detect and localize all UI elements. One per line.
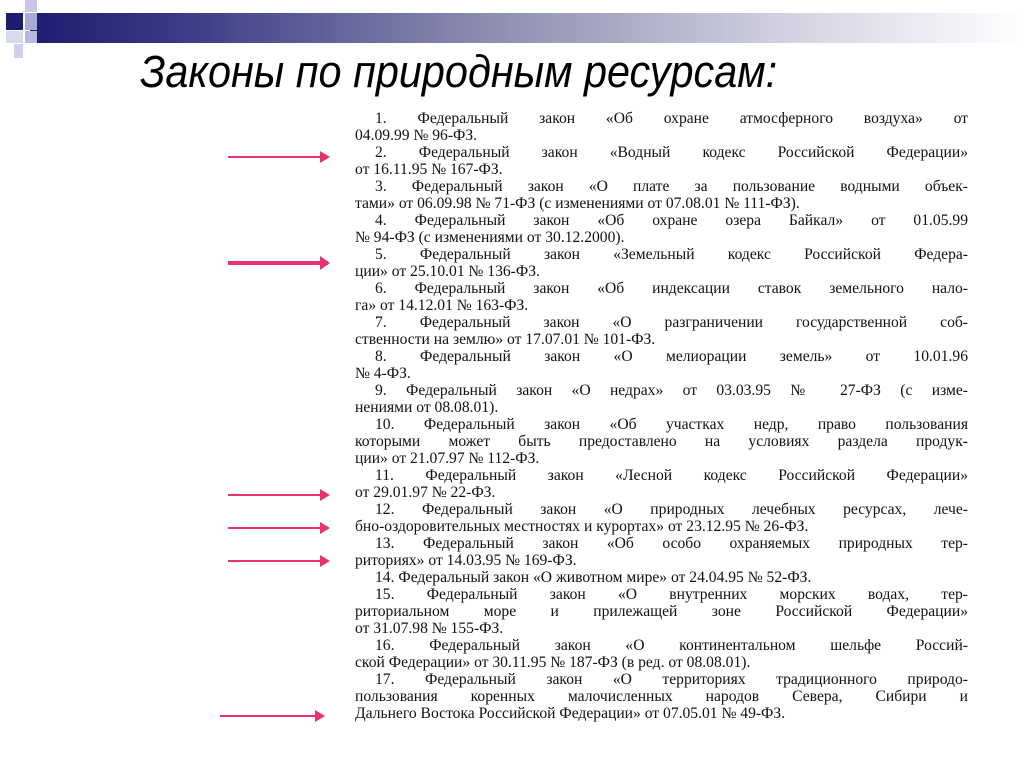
law-line: 11. Федеральный закон «Лесной кодекс Российской Федерации» — [375, 467, 968, 484]
law-line: от 31.07.98 № 155-ФЗ. — [355, 620, 504, 637]
law-line: от 29.01.97 № 22-ФЗ. — [355, 484, 496, 501]
law-item — [355, 144, 968, 178]
law-item — [355, 382, 968, 416]
slide-title: Законы по природным ресурсам: — [140, 46, 778, 97]
law-item — [355, 569, 968, 586]
law-line: 2. Федеральный закон «Водный кодекс Российской Федерации» — [375, 144, 968, 161]
decor-square — [25, 13, 37, 30]
law-line: ции» от 25.10.01 № 136-ФЗ. — [355, 263, 540, 280]
law-line: 9. Федеральный закон «О недрах» от 03.03.95 № 27-ФЗ (с изме- — [375, 382, 968, 399]
header-gradient-bar — [30, 13, 1024, 43]
law-line: бно-оздоровительных местностях и курортах» от 23.12.95 № 26-ФЗ. — [355, 518, 809, 535]
arrow-icon — [228, 527, 328, 529]
law-item — [355, 637, 968, 671]
law-line: ции» от 21.07.97 № 112-ФЗ. — [355, 450, 540, 467]
law-item — [355, 348, 968, 382]
law-line: риториальном море и прилежащей зоне Российской Федерации» — [355, 603, 968, 620]
laws-list — [355, 110, 968, 722]
law-item — [355, 110, 968, 144]
law-line: тами» от 06.09.98 № 71-ФЗ (с изменениями от 07.08.01 № 111-ФЗ). — [355, 195, 800, 212]
law-line: № 94-ФЗ (с изменениями от 30.12.2000). — [355, 229, 625, 246]
law-line: 14. Федеральный закон «О животном мире» от 24.04.95 № 52-ФЗ. — [375, 569, 812, 586]
law-line: 7. Федеральный закон «О разграничении государственной соб- — [375, 314, 968, 331]
law-line: 4. Федеральный закон «Об охране озера Байкал» от 01.05.99 — [375, 212, 968, 229]
law-line: которыми может быть предоставлено на условиях раздела продук- — [355, 433, 968, 450]
arrow-icon — [228, 560, 328, 562]
law-line: 17. Федеральный закон «О территориях традиционного природо- — [375, 671, 968, 688]
law-item — [355, 535, 968, 569]
law-line: риториях» от 14.03.95 № 169-ФЗ. — [355, 552, 577, 569]
law-line: ской Федерации» от 30.11.95 № 187-ФЗ (в ред. от 08.08.01). — [355, 654, 751, 671]
law-line: пользования коренных малочисленных народов Севера, Сибири и — [355, 688, 968, 705]
arrow-icon — [228, 156, 328, 158]
law-line: 1. Федеральный закон «Об охране атмосферного воздуха» от — [375, 110, 968, 127]
law-line: 04.09.99 № 96-ФЗ. — [355, 127, 478, 144]
law-item — [355, 212, 968, 246]
law-line: 8. Федеральный закон «О мелиорации земель» от 10.01.96 — [375, 348, 968, 365]
law-line: 13. Федеральный закон «Об особо охраняемых природных тер- — [375, 535, 968, 552]
law-item — [355, 501, 968, 535]
law-line: ственности на землю» от 17.07.01 № 101-ФЗ. — [355, 331, 656, 348]
decor-square — [6, 13, 23, 30]
law-line: 16. Федеральный закон «О континентальном шельфе Россий- — [375, 637, 968, 654]
law-line: № 4-ФЗ. — [355, 365, 411, 382]
law-line: 3. Федеральный закон «О плате за пользование водными объек- — [375, 178, 968, 195]
law-item — [355, 416, 968, 467]
law-item — [355, 178, 968, 212]
law-line: 15. Федеральный закон «О внутренних морских водах, тер- — [375, 586, 968, 603]
arrow-icon — [228, 494, 328, 496]
arrow-icon — [228, 261, 328, 265]
decor-square — [25, 0, 37, 12]
law-line: 10. Федеральный закон «Об участках недр, право пользования — [375, 416, 968, 433]
law-item — [355, 280, 968, 314]
arrow-icon — [220, 715, 323, 717]
law-line: 6. Федеральный закон «Об индексации ставок земельного нало- — [375, 280, 968, 297]
law-item — [355, 671, 968, 722]
law-item — [355, 314, 968, 348]
law-item — [355, 246, 968, 280]
law-line: нениями от 08.08.01). — [355, 399, 499, 416]
law-line: 5. Федеральный закон «Земельный кодекс Российской Федера- — [375, 246, 968, 263]
law-line: Дальнего Востока Российской Федерации» от 07.05.01 № 49-ФЗ. — [355, 705, 786, 722]
decor-square — [25, 31, 37, 43]
law-line: от 16.11.95 № 167-ФЗ. — [355, 161, 503, 178]
decor-square — [14, 44, 23, 58]
law-item — [355, 467, 968, 501]
law-item — [355, 586, 968, 637]
law-line: 12. Федеральный закон «О природных лечебных ресурсах, лече- — [375, 501, 968, 518]
law-line: га» от 14.12.01 № 163-ФЗ. — [355, 297, 529, 314]
decor-square — [6, 31, 23, 43]
